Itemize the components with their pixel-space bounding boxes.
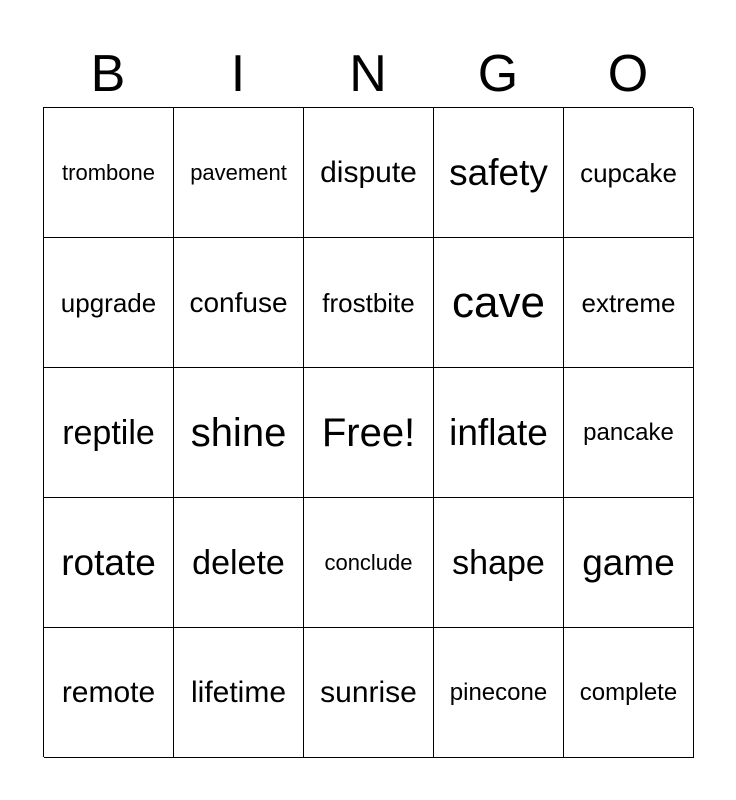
- bingo-cell[interactable]: pancake: [564, 368, 694, 498]
- bingo-cell[interactable]: dispute: [304, 108, 434, 238]
- bingo-cell[interactable]: pavement: [174, 108, 304, 238]
- header-letter-o: O: [607, 45, 649, 103]
- free-space-cell[interactable]: Free!: [304, 368, 434, 498]
- header-letter-g: G: [477, 45, 519, 103]
- header-letter-b: B: [90, 45, 126, 103]
- bingo-cell[interactable]: frostbite: [304, 238, 434, 368]
- bingo-cell[interactable]: rotate: [44, 498, 174, 628]
- bingo-cell[interactable]: conclude: [304, 498, 434, 628]
- bingo-cell[interactable]: remote: [44, 628, 174, 758]
- bingo-cell[interactable]: safety: [434, 108, 564, 238]
- bingo-cell[interactable]: complete: [564, 628, 694, 758]
- bingo-cell[interactable]: lifetime: [174, 628, 304, 758]
- bingo-cell[interactable]: upgrade: [44, 238, 174, 368]
- bingo-cell[interactable]: extreme: [564, 238, 694, 368]
- bingo-cell[interactable]: cupcake: [564, 108, 694, 238]
- bingo-cell[interactable]: sunrise: [304, 628, 434, 758]
- bingo-cell[interactable]: cave: [434, 238, 564, 368]
- bingo-header: [43, 40, 693, 108]
- bingo-cell[interactable]: shape: [434, 498, 564, 628]
- bingo-cell[interactable]: confuse: [174, 238, 304, 368]
- bingo-cell free-space[interactable]: shine: [174, 368, 304, 498]
- header-letter-i: I: [230, 45, 246, 103]
- bingo-cell[interactable]: inflate: [434, 368, 564, 498]
- bingo-cell[interactable]: trombone: [44, 108, 174, 238]
- bingo-board: [43, 107, 693, 757]
- bingo-cell[interactable]: reptile: [44, 368, 174, 498]
- header-letter-n: N: [349, 45, 387, 103]
- bingo-cell[interactable]: game: [564, 498, 694, 628]
- bingo-cell[interactable]: delete: [174, 498, 304, 628]
- bingo-cell[interactable]: pinecone: [434, 628, 564, 758]
